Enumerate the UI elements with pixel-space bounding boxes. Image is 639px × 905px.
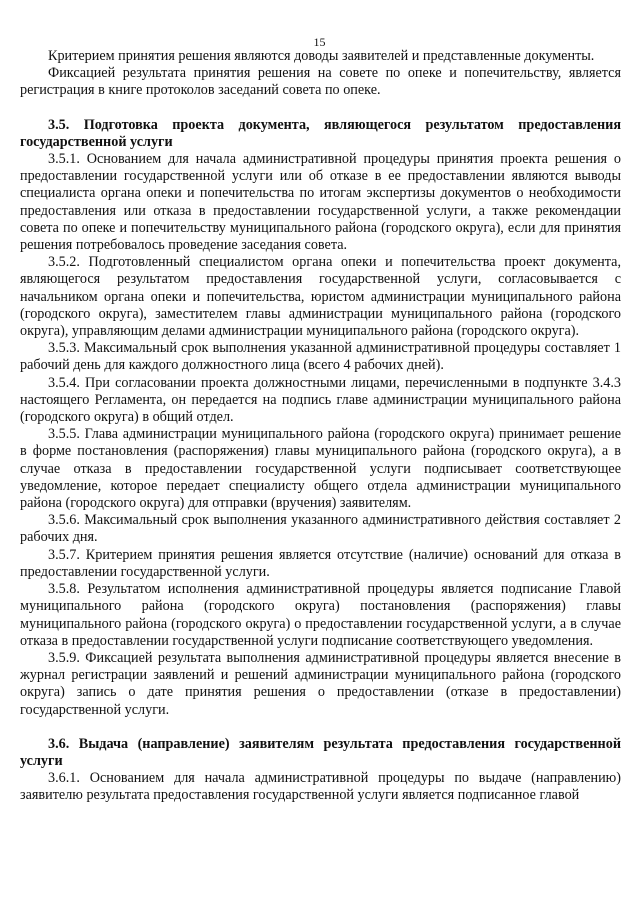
- page-number: 15: [313, 35, 326, 49]
- paragraph-criterion: Критерием принятия решения являются доводы заявителей и представленные документы.: [48, 48, 595, 64]
- paragraph-3-5-3: 3.5.3. Максимальный срок выполнения указанной административной процедуры составляет 1 рабочий день для каждого должностного лица (всего 4 рабочих дней).: [20, 340, 621, 374]
- paragraph-3-5-1: 3.5.1. Основанием для начала административной процедуры принятия проекта решения о предоставлении государственной услуги или об отказе в ее предоставлении являются выводы специалиста органа опеки и попечительства по итогам экспертизы документов о необходимости предоставления или отказа в предоставлении государственной услуги, а также рекомендации совета по опеке и попечительству муниципального района (городского округа), если для принятия решения потребовалось проведение заседания совета.: [20, 151, 621, 254]
- paragraph-3-5-6: 3.5.6. Максимальный срок выполнения указанного административного действия составляет 2 рабочих дня.: [20, 512, 621, 546]
- paragraph-3-5-8: 3.5.8. Результатом исполнения административной процедуры является подписание Главой муниципального района (городского округа) постановления (распоряжения) главы муниципального района (городского округа) о предоставлении государственной услуги, а в случае отказа в предоставлении государственной услуги подписание соответствующего уведомления.: [20, 581, 621, 649]
- paragraph-3-5-5: 3.5.5. Глава администрации муниципального района (городского округа) принимает решение в форме постановления (распоряжения) главы муниципального района (городского округа), а в случае отказа в предоставлении государственной услуги подписывает соответствующее уведомление, которое передает специалисту общего отдела администрации муниципального района (городского округа) для отправки (вручения) заявителям.: [20, 426, 621, 512]
- section-3-5-heading: 3.5. Подготовка проекта документа, являющегося результатом предоставления государственной услуги: [20, 116, 621, 150]
- paragraph-3-5-7: 3.5.7. Критерием принятия решения является отсутствие (наличие) оснований для отказа в предоставлении государственной услуги.: [20, 546, 621, 580]
- paragraph-3-5-2: 3.5.2. Подготовленный специалистом органа опеки и попечительства проект документа, являющегося результатом предоставления государственной услуги, согласовывается с начальником органа опеки и попечительства, юристом администрации муниципального района (городского округа), заместителем главы администрации муниципального района (городского округа), управляющим делами администрации муниципального района (городского округа).: [20, 254, 621, 340]
- paragraph-3-6-1: 3.6.1. Основанием для начала административной процедуры по выдаче (направлению) заявителю результата предоставления государственной услуги является подписанное главой: [20, 770, 621, 804]
- paragraph-3-5-9: 3.5.9. Фиксацией результата выполнения административной процедуры является внесение в журнал регистрации заявлений и решений администрации муниципального района (городского округа) запись о дате принятия решения о предоставлении (отказе в предоставлении) государственной услуги.: [20, 649, 621, 718]
- section-3-6-heading: 3.6. Выдача (направление) заявителям результата предоставления государственной услуги: [20, 735, 621, 769]
- paragraph-3-5-4: 3.5.4. При согласовании проекта должностными лицами, перечисленными в подпункте 3.4.3 настоящего Регламента, он передается на подпись главе администрации муниципального района (городского округа) в общий отдел.: [20, 374, 621, 426]
- paragraph-fixation: Фиксацией результата принятия решения на совете по опеке и попечительству, является регистрация в книге протоколов заседаний совета по опеке.: [20, 65, 621, 99]
- document-body: [20, 48, 621, 805]
